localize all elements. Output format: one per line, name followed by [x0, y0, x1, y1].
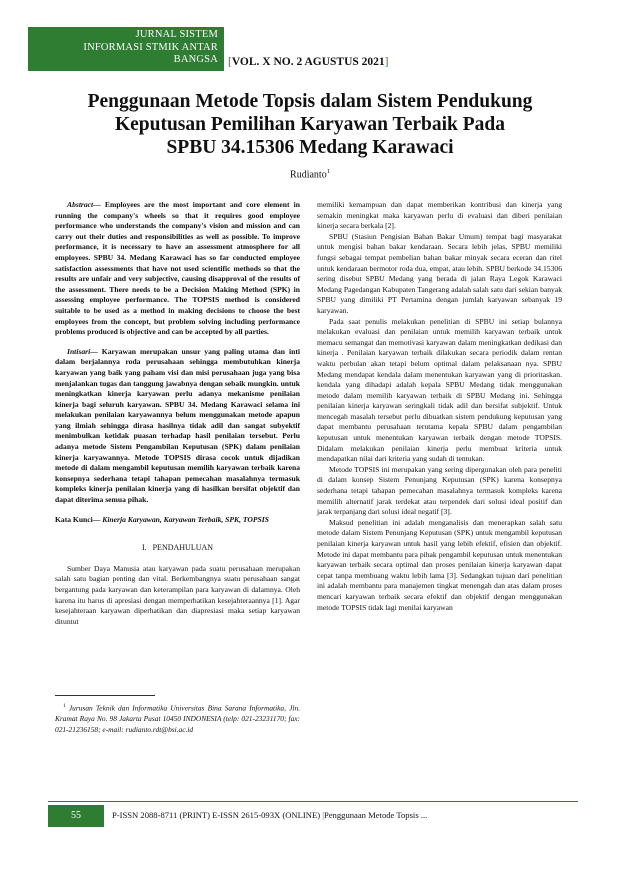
footnote-divider	[55, 695, 155, 696]
journal-name-box	[28, 27, 224, 71]
abstract-text: Employees are the most important and core element in running the company's wheels so that it requires good employee performance who understands the company's vision and mission and can carry out their duties and responsibilities as well as possible. To improve performance, it is necessary to have an assessment atmosphere for all employees. SPBU 34. Medang Karawaci has so far conducted employee satisfaction assessments that have not used scientific methods so that the results are unfair and very subjective, causing disapproval of the results of the assessment. There needs to be a Decision Making Method (SPK) in assessing employee performance. The TOPSIS method is considered suitable to be used as a method in making decisions to choose the best employees from the concept, but problem solving including performance problems produced is objective and can be accepted by all parties.	[55, 200, 300, 337]
journal-name-line: BANGSA	[173, 54, 218, 65]
title-line: Keputusan Pemilihan Karyawan Terbaik Pada	[114, 114, 506, 135]
author-name: Rudianto	[290, 169, 327, 181]
intisari-text: Karyawan merupakan unsur yang paling utama dan inti dalam berjalannya roda perusahaan sehingga membutuhkan kinerja karyawan yang baik yang paham visi dan misi perusahaan juga yang bisa menjalankan tugas dan tanggung jawabnya dengan sebaik mungkin. untuk meningkatkan kinerja karyawan perlu adanya mekanisme penilaian kinerja bagi seluruh karyawan. SPBU 34. Medang Karawaci selama ini melakukan penilaian karyawannya belum menggunakan metode apapun yang ilmiah sehingga dirasa hasilnya tidak adil dan sangat subyektif menimbulkan ketidak puasan terhadap hasil penilaian tersebut. Perlu adanya metode Sistem Pengambilan Keputusan (SPK) dalam penilaian kinerja karyawannya. Metode TOPSIS dirasa cocok untuk dijadikan metode di dalam mengambil keputusan memilih karyawan terbaik karena konsepnya sederhana tetapi tahapan pemecahan masalahnya termasuk kompleks kinerja penilaian kinerja yang di hasilkan bersifat objektif dan dapat diterima semua pihak.	[55, 346, 300, 505]
right-column	[317, 200, 562, 613]
paragraph: Sumber Daya Manusia atau karyawan pada suatu perusahaan merupakan salah satu bagian penting dan vital. Berkembangnya suatu perusahaan sangat bergantung pada karyawan dan keterampilan para karyawan di dalamnya. Oleh karena itu harus di apresiasi dengan memperhatikan kesejahteraannya [1]. Agar kesejahteraan karyawan diperhatikan dan diapresiasi maka setiap karyawan dituntut	[55, 563, 300, 626]
section-number: I.	[141, 543, 147, 553]
paragraph: Metode TOPSIS ini merupakan yang sering dipergunakan oleh para peneliti di dalam konsep Sistem Penunjang Keputusan (SPK) karena konsepnya sederhana tetapi tahapan pemecahan masalahnya termasuk kompleks karena memilih alternatif jarak terdekat atau terpendek dari solusi ideal positif dan jarak terpanjang dari solusi ideal negatif [3].	[317, 464, 562, 517]
abstract	[55, 200, 300, 338]
footnote-mark: 1	[63, 703, 66, 709]
abstract-label: Abstract—	[67, 200, 101, 209]
section-title: PENDAHULUAN	[152, 543, 214, 553]
journal-name-line: INFORMASI STMIK ANTAR	[83, 41, 218, 53]
paragraph: Maksud penelitian ini adalah menganalisis dan menerapkan salah satu metode dalam Sistem Penunjang Keputusan (SPK) untuk mengambil keputusan penilaian kinerja karyawan untuk hasil yang lebih efektif, efisien dan objektif. Metode ini dapat membantu para pihak pengambil keputusan untuk menentukan karyawan terbaik secara optimal dan proses penilaian kinerja karyawan dapat cepat tanpa membuang waktu lebih lama [3]. Sedangkan tujuan dari penelitian ini adalah membantu para manajemen tingkat menengah dan atas dalam proses mencari karyawan terbaik secara efektif dan objektif dengan menggunakan metode TOPSIS tidak lagi menilai karyawan	[317, 517, 562, 612]
author-mark: 1	[326, 168, 330, 175]
page-number: 55	[48, 805, 104, 827]
volume-bracket-close: ]	[384, 56, 389, 68]
issn-text: P-ISSN 2088-8711 (PRINT) E-ISSN 2615-093X (ONLINE)	[112, 810, 323, 820]
footer-text	[112, 810, 427, 820]
title-line: Penggunaan Metode Topsis dalam Sistem Pendukung	[87, 91, 533, 112]
volume-bracket-open: [	[228, 56, 232, 68]
intisari-label: Intisari—	[67, 346, 98, 356]
left-column	[55, 200, 300, 627]
keywords-text: Kinerja Karyawan, Karyawan Terbaik, SPK, TOPSIS	[100, 514, 269, 524]
author	[0, 168, 620, 180]
footnote	[55, 701, 300, 735]
keywords	[55, 515, 300, 526]
paragraph: SPBU (Stasiun Pengisian Bahan Bakar Umum) tempat bagi masyarakat untuk mengisi bahan bakar kendaraan. Secara lebih jelas, SPBU memiliki fungsi sebagai tempat pembelian bahan bakar minyak secara eceran dan ritel untuk kendaraan bermotor roda dua, empat, atau lebih. SPBU berkode 34.15306 sering disebut SPBU Medang yang berada di jalan Raya Legok Karawaci Medang Pagedangan Kabupaten Tangerang adalah salah satu dari sekian banyak SPBU yang dimiliki PT Pertamina dengan jumlah karyawan sebanyak 19 karyawan.	[317, 231, 562, 315]
running-title: Penggunaan Metode Topsis ...	[323, 810, 428, 820]
intisari	[55, 347, 300, 506]
volume-label	[228, 56, 389, 68]
paper-title	[40, 90, 580, 159]
section-heading	[55, 543, 300, 554]
journal-name-line: JURNAL SISTEM	[135, 29, 218, 40]
paragraph: Pada saat penulis melakukan penelitian di SPBU ini setiap bulannya melakukan evaluasi dan penilaian untuk memilih karyawan terbaik untuk memacu semangat dan memotivasi karyawan dalam meningkatkan dedikasi dan kinerja . Penilaian karyawan terbaik dilakukan secara periodik dalam rentan waktu perbulan akan tetapi belum optimal dalam pelaksanaan nya. SPBU Medang mendapat kendala dalam menentukan karyawan yang di prioritaskan. kendala yang dihadapi adalah kepala SPBU Medang tidak menggunakan metode dalam memilih karyawan terbaik di SPBU Medang ini. Sehingga penilaian kinerja karyawan seringkali tidak adil dan bersifat subjektif. Untuk mencegah masalah tersebut perlu dibuatkan sistem pendukung keputusan yang dapat membantu perusahaan terutama kepala SPBU dalam pengambilan keputusan untuk menentukan karyawan terbaik dengan metode TOPSIS. Didalam melakukan penilaian kinerja perlu membuat kriteria untuk mendapatkan nilai dari kriteria yang sudah di tentukan.	[317, 316, 562, 464]
keywords-label: Kata Kunci—	[55, 514, 101, 524]
footnote-text: Jurusan Teknik dan Informatika Universitas Bina Sarana Informatika, Jln. Kramat Raya No. 98 Jakarta Pusat 10450 INDONESIA (telp: 021-23231170; fax: 021-21236158; e-mail: rudianto.rdt@bsi.ac.id	[55, 703, 300, 734]
footer-separator: |	[322, 810, 324, 820]
volume-text: VOL. X NO. 2 AGUSTUS 2021	[231, 56, 385, 68]
title-line: SPBU 34.15306 Medang Karawaci	[166, 137, 454, 158]
footer-divider	[48, 801, 578, 802]
paragraph: memiliki kemampuan dan dapat memberikan kontribusi dan kinerja yang semakin meningkat maka karyawan perlu di evaluasi dan diberi penilaian kinerja secara berkala [2].	[317, 200, 562, 231]
